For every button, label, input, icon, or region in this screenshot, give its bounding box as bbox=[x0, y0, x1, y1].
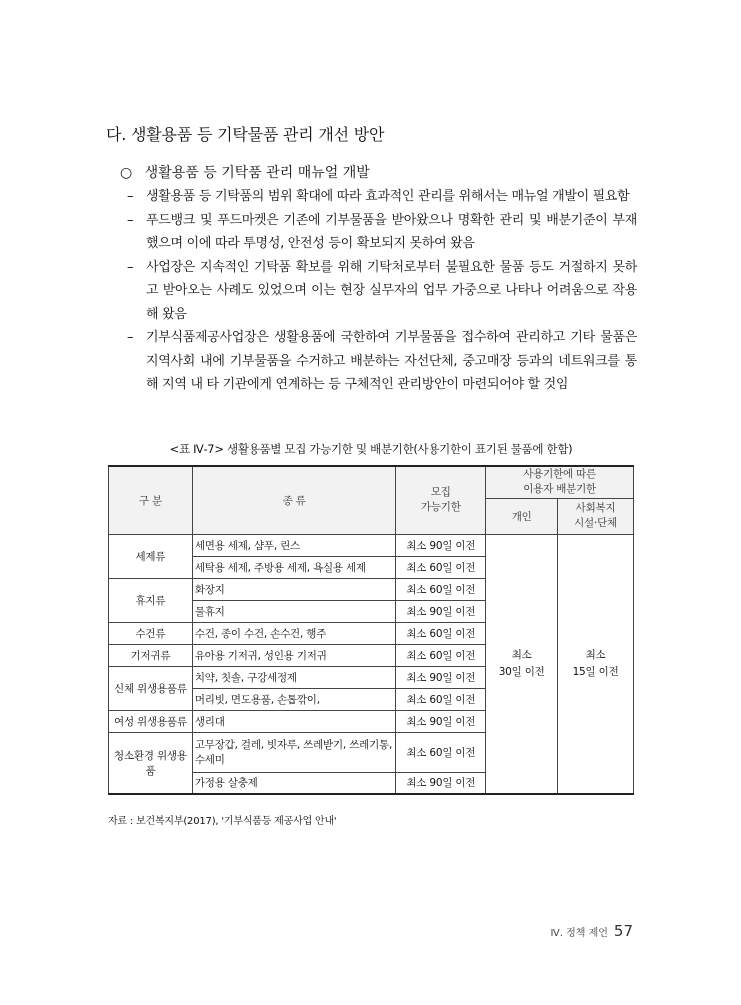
table-caption: <표 Ⅳ-7> 생활용품별 모집 가능기한 및 배분기한(사용기한이 표기된 물품에 한함) bbox=[169, 442, 573, 456]
category-cell: 청소환경 위생용품 bbox=[109, 732, 193, 794]
category-cell: 기저귀류 bbox=[109, 644, 193, 666]
item-cell: 가정용 살충제 bbox=[192, 772, 396, 794]
facility-deadline-cell: 최소 15일 이전 bbox=[558, 534, 634, 794]
item-cell: 물휴지 bbox=[192, 600, 396, 622]
item-cell: 수건, 종이 수건, 손수건, 행주 bbox=[192, 622, 396, 644]
category-cell: 휴지류 bbox=[109, 578, 193, 622]
subsection-heading bbox=[120, 162, 370, 182]
category-cell: 세제류 bbox=[109, 534, 193, 578]
table-row bbox=[109, 534, 634, 556]
collect-period-cell: 최소 60일 이전 bbox=[396, 556, 486, 578]
category-cell: 여성 위생용품류 bbox=[109, 710, 193, 732]
bullet-text: 기부식품제공사업장은 생활용품에 국한하여 기부물품을 접수하여 관리하고 기타 물품은 지역사회 내에 기부물품을 수거하고 배분하는 자선단체, 중고매장 등과의 네트워크를 통해 지역 내 타 기관에게 연계하는 등 구체적인 관리방안이 마련되어야 할 것임 bbox=[146, 330, 637, 392]
collect-period-cell: 최소 60일 이전 bbox=[396, 578, 486, 600]
circle-bullet-icon: ○ bbox=[120, 165, 133, 181]
collect-period-cell: 최소 60일 이전 bbox=[396, 644, 486, 666]
item-cell: 화장지 bbox=[192, 578, 396, 600]
collect-period-cell: 최소 60일 이전 bbox=[396, 688, 486, 710]
category-cell: 신체 위생용품류 bbox=[109, 666, 193, 710]
collect-period-cell: 최소 60일 이전 bbox=[396, 732, 486, 772]
collect-period-cell: 최소 90일 이전 bbox=[396, 710, 486, 732]
bullet-item bbox=[127, 326, 637, 397]
bullet-text: 푸드뱅크 및 푸드마켓은 기존에 기부물품을 받아왔으나 명확한 관리 및 배분기준이 부재했으며 이에 따라 투명성, 안전성 등이 확보되지 못하여 왔음 bbox=[146, 212, 637, 251]
item-cell: 치약, 칫솔, 구강세정제 bbox=[192, 666, 396, 688]
collect-period-cell: 최소 90일 이전 bbox=[396, 534, 486, 556]
section-title: 다. 생활용품 등 기탁물품 관리 개선 방안 bbox=[106, 125, 385, 144]
header-collect-period: 모집 가능기한 bbox=[396, 466, 486, 534]
item-cell: 세면용 세제, 샴푸, 린스 bbox=[192, 534, 396, 556]
page-footer bbox=[551, 922, 634, 940]
table-body bbox=[109, 534, 634, 794]
dash-icon: – bbox=[127, 212, 134, 228]
footer-chapter: Ⅳ. 정책 제언 bbox=[550, 928, 608, 939]
collect-period-cell: 최소 90일 이전 bbox=[396, 772, 486, 794]
item-cell: 유아용 기저귀, 성인용 기저귀 bbox=[192, 644, 396, 666]
header-category: 구 분 bbox=[109, 466, 193, 534]
source-note: 자료 : 보건복지부(2017), '기부식품등 제공사업 안내' bbox=[108, 816, 337, 827]
deadline-table bbox=[108, 465, 634, 795]
item-cell: 고무장갑, 걸레, 빗자루, 쓰레받기, 쓰레기통, 수세미 bbox=[192, 732, 396, 772]
item-cell: 생리대 bbox=[192, 710, 396, 732]
bullet-item bbox=[127, 209, 637, 256]
header-facility: 사회복지 시설·단체 bbox=[558, 498, 634, 534]
bullet-item bbox=[127, 185, 637, 209]
bullet-text: 사업장은 지속적인 기탁품 확보를 위해 기탁처로부터 불필요한 물품 등도 거절하지 못하고 받아오는 사례도 있었으며 이는 현장 실무자의 업무 가중으로 나타나 어려움으로 작용해 왔음 bbox=[146, 259, 637, 322]
collect-period-cell: 최소 90일 이전 bbox=[396, 666, 486, 688]
subsection-title: 생활용품 등 기탁품 관리 매뉴얼 개발 bbox=[144, 165, 370, 181]
bullet-list bbox=[127, 185, 637, 397]
item-cell: 머리빗, 면도용품, 손톱깎이, bbox=[192, 688, 396, 710]
dash-icon: – bbox=[127, 259, 134, 275]
dash-icon: – bbox=[127, 189, 134, 204]
collect-period-cell: 최소 90일 이전 bbox=[396, 600, 486, 622]
collect-period-cell: 최소 60일 이전 bbox=[396, 622, 486, 644]
header-usage-deadline: 사용기한에 따른 이용자 배분기한 bbox=[486, 466, 634, 498]
header-individual: 개인 bbox=[486, 498, 558, 534]
dash-icon: – bbox=[127, 330, 134, 345]
item-cell: 세탁용 세제, 주방용 세제, 욕실용 세제 bbox=[192, 556, 396, 578]
individual-deadline-cell: 최소 30일 이전 bbox=[486, 534, 558, 794]
category-cell: 수건류 bbox=[109, 622, 193, 644]
page-number: 57 bbox=[613, 922, 633, 940]
header-type: 종 류 bbox=[192, 466, 396, 534]
bullet-text: 생활용품 등 기탁품의 범위 확대에 따라 효과적인 관리를 위해서는 매뉴얼 개발이 필요함 bbox=[146, 189, 630, 204]
bullet-item bbox=[127, 256, 637, 327]
